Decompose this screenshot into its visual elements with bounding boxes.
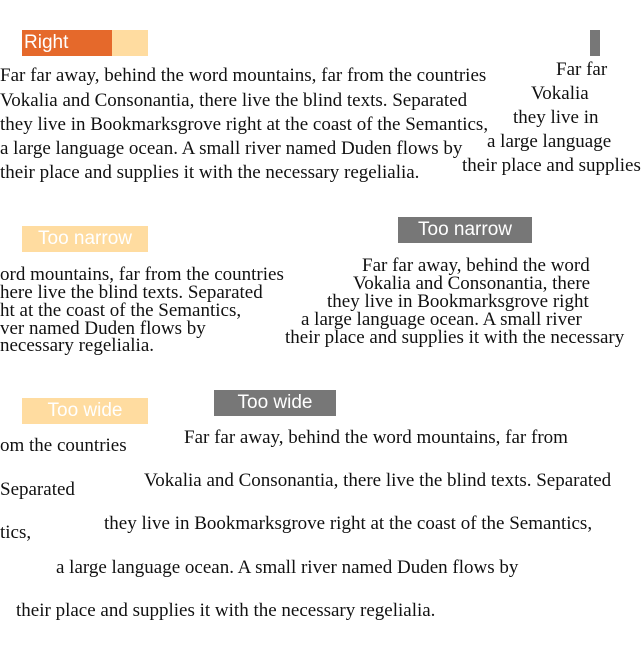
wide-right-line-1: Far far away, behind the word mountains, far from [184,427,568,448]
narrow-left-line-5: necessary regelialia. [0,335,155,356]
right-right-line-4: a large language [487,131,612,152]
narrow-tag-left [22,226,148,252]
wide-tag-left [22,398,148,424]
wide-tag-left-label: Too wide [47,400,123,421]
narrow-right-line-3: they live in Bookmarksgrove right [327,291,589,312]
right-left-line-2: Vokalia and Consonantia, there live the blind texts. Separated [0,90,468,111]
narrow-left-line-4: ver named Duden flows by [0,318,206,339]
right-left-line-3: they live in Bookmarksgrove right at the coast of the Semantics, [0,114,489,135]
narrow-tag-left-label: Too narrow [38,228,132,249]
right-left-line-5: their place and supplies it with the necessary regelialia. [0,162,420,183]
right-left-line-4: a large language ocean. A small river named Duden flows by [0,138,463,159]
wide-left-line-3: tics, [0,522,32,543]
right-right-line-3: they live in [513,107,599,128]
wide-left-line-4: a large language ocean. A small river named Duden flows by [56,557,519,578]
wide-left-line-5: their place and supplies it with the necessary regelialia. [16,600,436,621]
narrow-tag-right-label: Too narrow [418,219,512,240]
right-right-line-5: their place and supplies [462,155,641,176]
wide-right-line-3: they live in Bookmarksgrove right at the coast of the Semantics, [104,513,593,534]
narrow-left-line-3: ht at the coast of the Semantics, [0,300,242,321]
wide-tag-right-label: Too wide [237,392,313,413]
right-left-line-1: Far far away, behind the word mountains, far from the countries [0,65,487,86]
narrow-tag-right [398,217,532,243]
right-edge-marker [590,30,600,56]
wide-left-line-1: om the countries [0,435,127,456]
right-tag-highlight [22,30,112,56]
right-right-line-2: Vokalia [531,83,589,104]
wide-left-line-2: Separated [0,479,75,500]
narrow-right-line-4: a large language ocean. A small river [301,309,582,330]
narrow-left-line-2: here live the blind texts. Separated [0,282,263,303]
narrow-right-line-1: Far far away, behind the word [362,255,590,276]
right-tag-label: Right [24,32,69,53]
narrow-right-line-5: their place and supplies it with the necessary [285,327,625,348]
right-right-line-1: Far far [556,59,608,80]
narrow-right-line-2: Vokalia and Consonantia, there [353,273,591,294]
narrow-left-line-1: ord mountains, far from the countries [0,264,284,285]
wide-right-line-2: Vokalia and Consonantia, there live the blind texts. Separated [144,470,612,491]
wide-tag-right [214,390,336,416]
